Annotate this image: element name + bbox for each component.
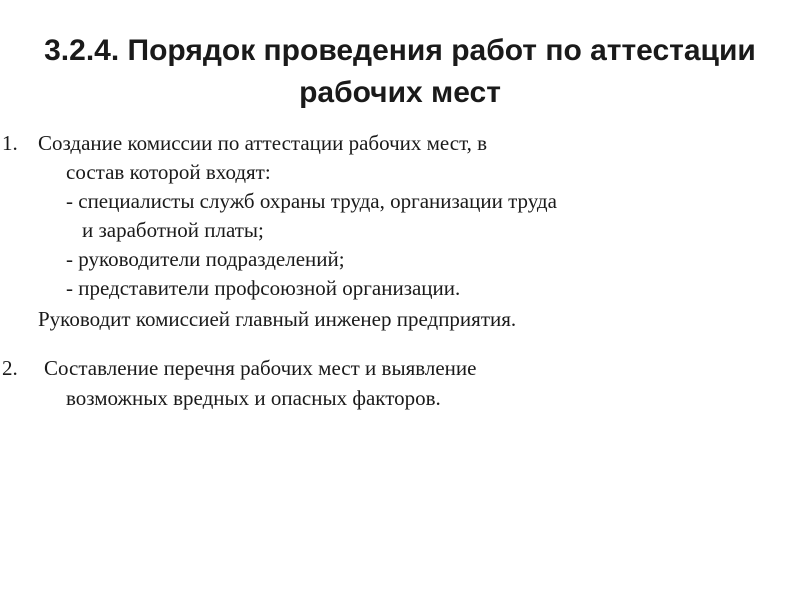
item-1-line-3: - специалисты служб охраны труда, организации труда [66, 189, 557, 213]
item-2-number: 2. [2, 356, 18, 380]
item-2-line-2: возможных вредных и опасных факторов. [66, 386, 441, 410]
title-line-1: 3.2.4. Порядок проведения работ по аттестации [44, 34, 756, 67]
item-1-number: 1. [2, 131, 18, 155]
item-1-line-1: Создание комиссии по аттестации рабочих мест, в [38, 131, 488, 155]
item-1-line-6: - представители профсоюзной организации. [66, 276, 461, 300]
item-1-line-4: и заработной платы; [82, 218, 264, 242]
title-line-2: рабочих мест [299, 76, 501, 109]
slide-title [0, 30, 800, 114]
item-2-line-1: Составление перечня рабочих мест и выявление [44, 356, 477, 380]
item-1-line-5: - руководители подразделений; [66, 247, 345, 271]
item-1-note: Руководит комиссией главный инженер предприятия. [38, 307, 517, 331]
item-1-line-2: состав которой входят: [66, 160, 271, 184]
